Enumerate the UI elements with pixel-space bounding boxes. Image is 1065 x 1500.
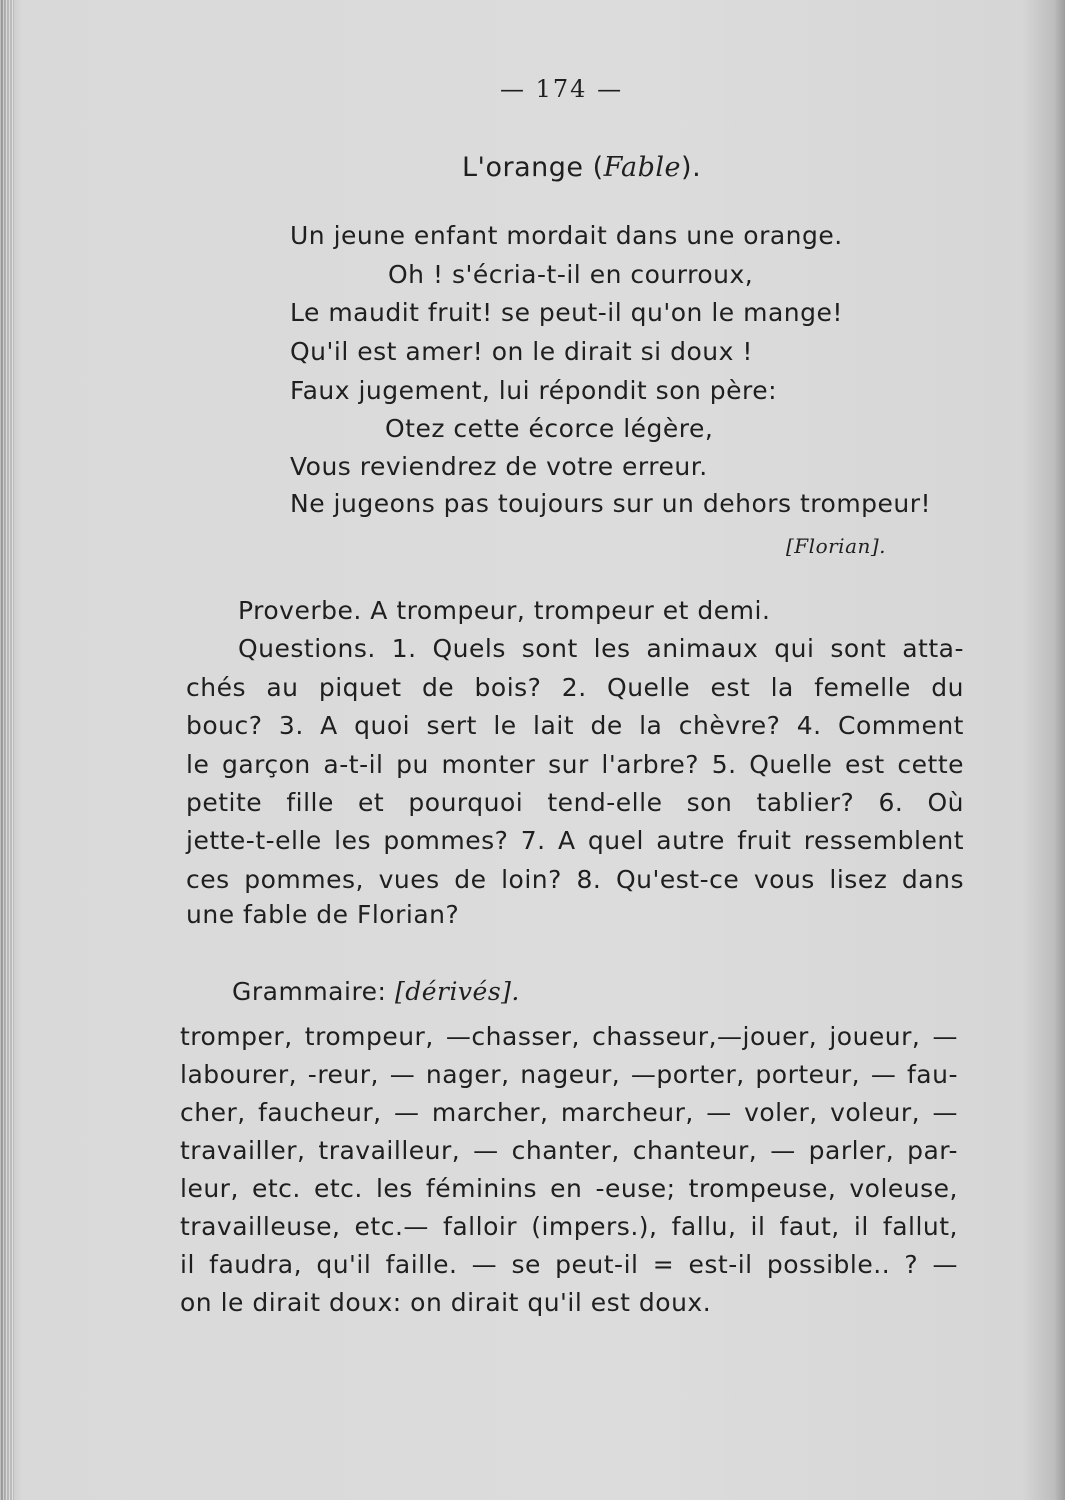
questions-line: une fable de Florian? [186,900,460,929]
proverbe-text: A trompeur, trompeur et demi. [370,596,771,625]
grammaire-line: travailler, travailleur, — chanter, chanteur, — parler, par- [180,1136,958,1165]
poem-line: Ne jugeons pas toujours sur un dehors trompeur! [290,489,932,518]
questions-line: bouc? 3. A quoi sert le lait de la chèvre? 4. Comment [186,711,964,740]
grammaire-line: travailleuse, etc.— falloir (impers.), fallu, il faut, il fallut, [180,1212,958,1241]
page-number: — 174 — [500,75,624,103]
grammaire-line: cher, faucheur, — marcher, marcheur, — voler, voleur, — [180,1098,958,1127]
questions-label: Questions. [238,634,376,663]
questions-line: ces pommes, vues de loin? 8. Qu'est-ce vous lisez dans [186,865,964,894]
questions-line: petite fille et pourquoi tend-elle son tablier? 6. Où [186,788,964,817]
title-main: L'orange [462,152,584,183]
grammaire-label: Grammaire: [232,977,387,1006]
questions-line: le garçon a-t-il pu monter sur l'arbre? 5. Quelle est cette [186,750,964,779]
grammaire-line: il faudra, qu'il faille. — se peut-il = est-il possible.. ? — [180,1250,958,1279]
grammaire-heading [232,977,520,1007]
proverbe-label: Proverbe. [238,596,362,625]
title-subtitle: Fable [603,152,682,183]
page-stack-edge [0,0,14,1500]
grammaire-line: labourer, -reur, — nager, nageur, —porter, porteur, — fau- [180,1060,958,1089]
page-title [462,152,701,184]
poem-line: Le maudit fruit! se peut-il qu'on le mange! [290,298,843,327]
questions-line: 1. Quels sont les animaux qui sont atta- [391,634,964,663]
poem-line: Qu'il est amer! on le dirait si doux ! [290,337,753,366]
grammaire-line: leur, etc. etc. les féminins en -euse; trompeuse, voleuse, [180,1174,958,1203]
poem-line: Otez cette écorce légère, [385,414,714,443]
questions-line: jette-t-elle les pommes? 7. A quel autre fruit ressemblent [186,826,964,855]
grammaire-note: [dérivés]. [394,977,520,1006]
title-paren-open: ( [592,152,604,183]
poem-line: Faux jugement, lui répondit son père: [290,376,778,405]
poem-line: Un jeune enfant mordait dans une orange. [290,221,843,250]
grammaire-line: tromper, trompeur, —chasser, chasseur,—jouer, joueur, — [180,1022,958,1051]
poem-attribution: [Florian]. [786,534,887,558]
grammaire-line: on le dirait doux: on dirait qu'il est doux. [180,1288,712,1317]
poem-line: Vous reviendrez de votre erreur. [290,452,708,481]
questions-first-line [238,634,964,664]
proverbe [238,596,770,626]
poem-line: Oh ! s'écria-t-il en courroux, [388,260,754,289]
questions-line: chés au piquet de bois? 2. Quelle est la femelle du [186,673,964,702]
title-paren-close: ). [681,152,702,183]
